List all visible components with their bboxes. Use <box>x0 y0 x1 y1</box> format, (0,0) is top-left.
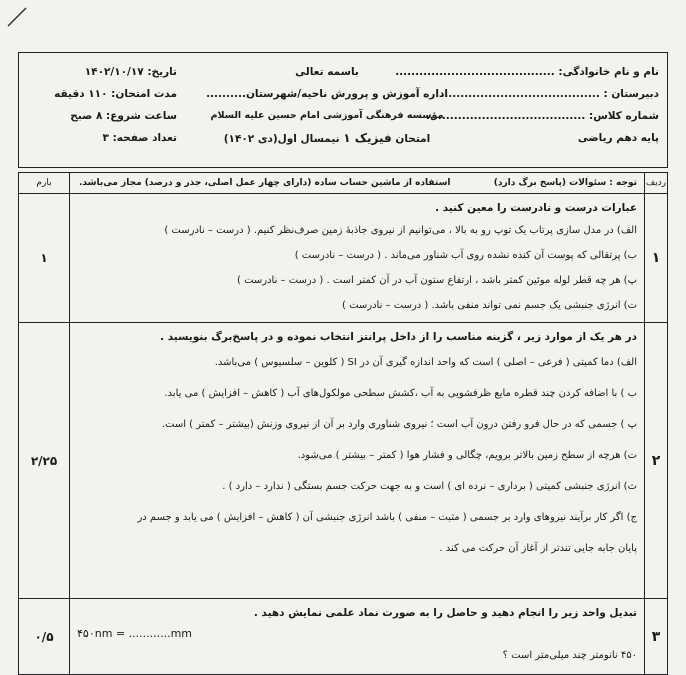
student-name-field[interactable]: نام و نام خانوادگی: ........................................ <box>395 66 659 78</box>
question-body <box>77 198 637 318</box>
question-number: ۱ <box>644 194 667 322</box>
school-field[interactable]: دبیرستان : ........................................ <box>440 88 659 100</box>
exam-title-block <box>202 61 452 149</box>
question-title: تبدیل واحد زیر را انجام دهید و حاصل را به صورت نماد علمی نمایش دهید . <box>253 607 637 619</box>
question-title: در هر یک از موارد زیر ، گزینه مناسب را از داخل پرانتز انتخاب نموده و در پاسخ‌برگ بنویسید . <box>160 331 637 343</box>
question-item: ت) انرژی جنبشی یک جسم نمی تواند منفی باشد. ( درست – نادرست ) <box>342 300 637 311</box>
question-item: ب ) با اضافه کردن چند قطره مایع ظرفشویی به آب ،کشش سطحی مولکول‌های آب ( کاهش – افزایش ) می یابد. <box>164 388 637 399</box>
unit-conversion-answer[interactable]: ۴۵۰nm = ............mm <box>77 627 193 640</box>
question-body <box>77 327 637 564</box>
question-title: عبارات درست و نادرست را معین کنید . <box>435 202 637 214</box>
department-name: اداره آموزش و پرورش ناحیه/شهرستان.......... <box>206 88 448 100</box>
exam-subject: فیزیک ۱ <box>343 131 392 145</box>
questions-table <box>18 172 668 675</box>
question-body <box>77 603 637 667</box>
question-item: الف) در مدل سازی پرتاب یک توپ رو به بالا ، می‌توانیم از نیروی جاذبهٔ زمین صرف‌نظر کنیم. ( درست – نادرست ) <box>164 225 637 236</box>
student-info <box>395 61 659 149</box>
question-item: الف) دما کمیتی ( فرعی – اصلی ) است که واحد اندازه گیری آن در SI ( کلوین – سلسیوس ) می‌باشد. <box>214 357 637 368</box>
question-item: پایان جابه جایی تندتر از آغاز آن حرکت می کند . <box>439 543 637 554</box>
question-row <box>19 194 667 323</box>
exam-title: امتحان فیزیک ۱ نیمسال اول(دی ۱۴۰۲) <box>223 131 431 145</box>
exam-sheet <box>18 52 668 673</box>
question-item: ۴۵۰ نانومتر چند میلی‌متر است ؟ <box>502 650 637 661</box>
exam-header <box>18 52 668 168</box>
question-item: ت) هرچه از سطح زمین بالاتر برویم، چگالی و فشار هوا ( کمتر – بیشتر ) می‌شود. <box>297 450 637 461</box>
radif-header: ردیف <box>644 173 667 193</box>
question-item: ج) اگر کار برآیند نیروهای وارد بر جسمی ( مثبت – منفی ) باشد انرژی جنبشی آن ( کاهش – افزایش ) می یابد و جسم در <box>137 512 637 523</box>
question-row <box>19 599 667 674</box>
question-item: ب) پرتقالی که پوست آن کنده نشده روی آب شناور می‌ماند . ( درست – نادرست ) <box>294 250 637 261</box>
question-score: ۰/۵ <box>19 599 70 674</box>
grade-label: پایه دهم ریاضی <box>577 132 659 144</box>
question-item: ث) انرژی جنبشی کمیتی ( برداری – نرده ای ) است و به جهت حرکت جسم بستگی ( ندارد – دارد ) . <box>222 481 637 492</box>
pen-stroke-mark <box>6 6 28 28</box>
calculator-note: استفاده از ماشین حساب ساده (دارای چهار عمل اصلی، جذر و درصد) مجاز می‌باشد. <box>79 178 451 188</box>
question-number: ۲ <box>644 323 667 598</box>
class-number-field[interactable]: شماره کلاس: ........................................ <box>425 110 659 122</box>
question-item: پ ) جسمی که در حال فرو رفتن درون آب است ؛ نیروی شناوری وارد بر آن از نیروی وزنش (بیشتر – کمتر ) است. <box>161 419 637 430</box>
question-item: پ) هر چه قطر لوله موئین کمتر باشد ، ارتفاع ستون آب در آن کمتر است . ( درست – نادرست ) <box>236 275 637 286</box>
exam-meta <box>27 61 177 149</box>
table-header-row <box>19 173 667 194</box>
exam-date: تاریخ: ۱۴۰۲/۱۰/۱۷ <box>84 66 177 78</box>
question-row <box>19 323 667 599</box>
exam-start-time: ساعت شروع: ۸ صبح <box>70 110 177 122</box>
question-score: ۱ <box>19 194 70 322</box>
institute-name: مؤسسه فرهنگی آموزشی امام حسین علیه السلام <box>210 110 444 121</box>
question-number: ۳ <box>644 599 667 674</box>
page-count: تعداد صفحه: ۳ <box>102 132 177 144</box>
question-score: ۲/۲۵ <box>19 323 70 598</box>
exam-duration: مدت امتحان: ۱۱۰ دقیقه <box>54 88 177 100</box>
barem-header: بارم <box>19 173 70 193</box>
basmala: باسمه تعالی <box>295 66 359 78</box>
attention-note: توجه : سئوالات (پاسخ برگ دارد) <box>493 178 637 188</box>
